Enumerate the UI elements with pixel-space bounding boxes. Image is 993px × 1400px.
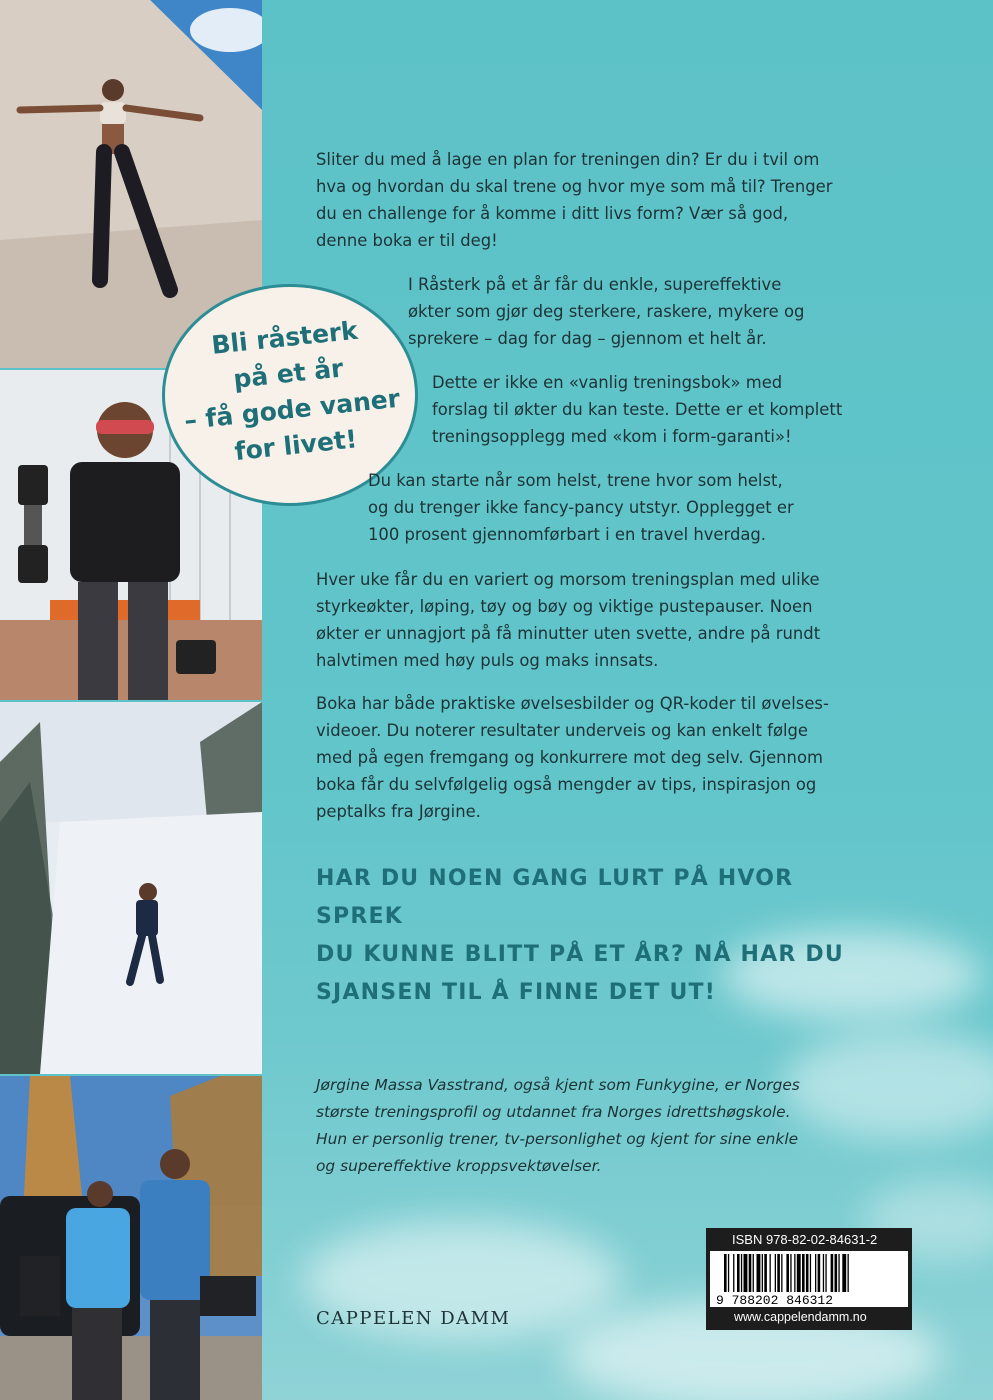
barcode-bar bbox=[797, 1254, 801, 1292]
paragraph-summary bbox=[408, 271, 878, 352]
paragraph-text: Hver uke får du en variert og morsom treningsplan med ulike styrkeøkter, løping, tøy og bøy og viktige pustepauser. Noen økter er unnagjort på få minutter uten svette, andre på rundt halvtimen med høy puls og maks innsats. bbox=[316, 570, 821, 670]
barcode-bar bbox=[741, 1254, 742, 1292]
barcode-digits: 9 788202 846312 bbox=[716, 1293, 834, 1307]
barcode-bar bbox=[753, 1254, 754, 1292]
barcode-bar bbox=[744, 1254, 748, 1292]
barcode-bar bbox=[728, 1254, 729, 1292]
photo-winter-run bbox=[0, 702, 262, 1074]
barcode-bar bbox=[790, 1254, 791, 1292]
barcode-bar bbox=[818, 1254, 821, 1292]
barcode-bar bbox=[835, 1254, 838, 1292]
photo-skates bbox=[0, 1076, 262, 1400]
barcode-bar bbox=[823, 1254, 824, 1292]
barcode-bar bbox=[842, 1254, 846, 1292]
barcode-bar bbox=[838, 1254, 839, 1292]
paragraph-not-ordinary bbox=[432, 369, 882, 450]
paragraph-intro bbox=[316, 146, 876, 254]
barcode-bar bbox=[825, 1254, 826, 1292]
barcode-bar bbox=[794, 1254, 795, 1292]
paragraph-text: Sliter du med å lage en plan for treningen din? Er du i tvil om hva og hvordan du skal trene og hvor mye som må til? Trenger du en challenge for å komme i ditt livs form? Vær så god, denne boka er til deg! bbox=[316, 150, 833, 250]
headline: HAR DU NOEN GANG LURT PÅ HVOR SPREK DU KUNNE BLITT PÅ ET ÅR? NÅ HAR DU SJANSEN TIL Å FINNE DET UT! bbox=[316, 866, 844, 1005]
barcode-bar bbox=[757, 1254, 761, 1292]
barcode-bar bbox=[775, 1254, 776, 1292]
isbn-block bbox=[706, 1228, 912, 1330]
barcode-bar bbox=[806, 1254, 809, 1292]
barcode-icon bbox=[710, 1251, 908, 1307]
barcode-bar bbox=[764, 1254, 767, 1292]
barcode-bar bbox=[737, 1254, 740, 1292]
badge-text: Bli råsterk på et år – få gode vaner for livet! bbox=[182, 315, 402, 467]
paragraph-weekly-plan bbox=[316, 566, 886, 674]
barcode-bar bbox=[781, 1254, 782, 1292]
barcode-bar bbox=[815, 1254, 816, 1292]
paragraph-text: I Råsterk på et år får du enkle, supereffektive økter som gjør deg sterkere, raskere, mykere og sprekere – dag for dag – gjennom et helt år. bbox=[408, 275, 805, 348]
paragraph-text: Dette er ikke en «vanlig treningsbok» med forslag til økter du kan teste. Dette er et komplett treningsopplegg med «kom i form-garanti»! bbox=[432, 373, 843, 446]
barcode-bar bbox=[724, 1254, 727, 1292]
barcode-bar bbox=[802, 1254, 805, 1292]
publisher-logo: CAPPELEN DAMM bbox=[316, 1308, 511, 1329]
barcode-bar bbox=[810, 1254, 811, 1292]
paragraph-book-features bbox=[316, 690, 886, 825]
author-bio: Jørgine Massa Vasstrand, også kjent som Funkygine, er Norges største treningsprofil og utdannet fra Norges idrettshøgskole. Hun er personlig trener, tv-personlighet og kjent for sine enkle og supereffektive kroppsvektøvelser. bbox=[316, 1076, 800, 1175]
paragraph-text: Boka har både praktiske øvelsesbilder og QR-koder til øvelses- videoer. Du noterer resultater underveis og kan enkelt følge med på egen fremgang og konkurrere mot deg selv. Gjennom boka får du selvfølgelig også mengder av tips, inspirasjon og peptalks fra Jørgine. bbox=[316, 694, 829, 821]
barcode-bar bbox=[831, 1254, 834, 1292]
barcode-bar bbox=[762, 1254, 763, 1292]
barcode-bar bbox=[777, 1254, 780, 1292]
publisher-url: www.cappelendamm.no bbox=[734, 1310, 867, 1324]
barcode-bar bbox=[770, 1254, 771, 1292]
barcode-bar bbox=[848, 1254, 849, 1292]
barcode-bar bbox=[749, 1254, 752, 1292]
paragraph-start-anytime bbox=[368, 467, 878, 548]
isbn-label: ISBN 978-82-02-84631-2 bbox=[732, 1232, 878, 1247]
barcode-bar bbox=[733, 1254, 734, 1292]
barcode-bar bbox=[786, 1254, 789, 1292]
paragraph-text: Du kan starte når som helst, trene hvor som helst, og du trenger ikke fancy-pancy utstyr. Opplegget er 100 prosent gjennomførbart i en travel hverdag. bbox=[368, 471, 794, 544]
